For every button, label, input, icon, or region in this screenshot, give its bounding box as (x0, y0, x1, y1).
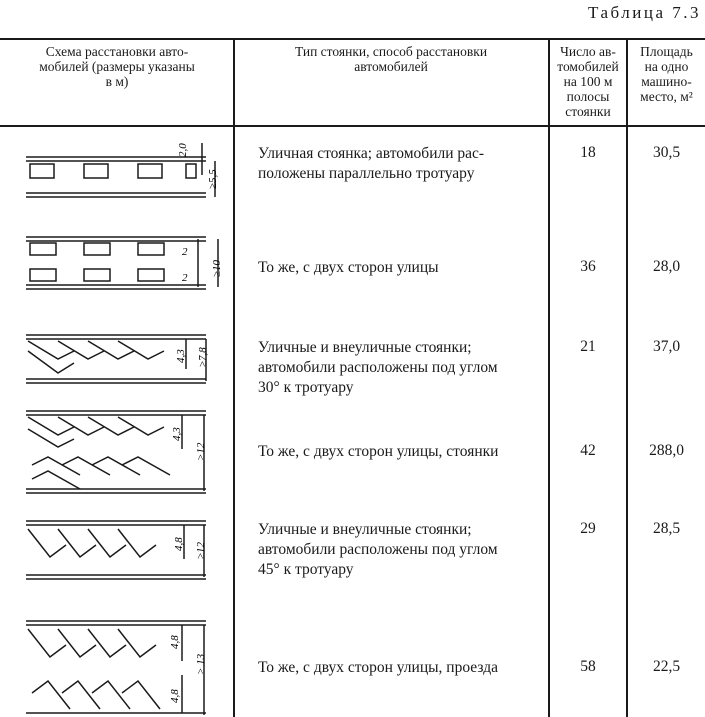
header-area: Площадь на одно машино- место, м² (640, 44, 693, 104)
column-divider (626, 38, 628, 717)
svg-text:> 13: > 13 (195, 653, 207, 675)
scheme-parallel-two-sides (18, 225, 232, 305)
scheme-angle-30-two-sides (18, 405, 232, 500)
scheme-parallel-one-side (18, 135, 232, 205)
svg-text:≥5,5: ≥5,5 (207, 169, 219, 189)
table-row-count: 18 (580, 144, 596, 161)
table-row-count: 58 (580, 658, 596, 675)
column-divider (233, 38, 235, 717)
scheme-angle-30-one-side (18, 325, 232, 395)
table-row-area: 28,5 (652, 520, 681, 537)
table-row-area: 28,0 (652, 258, 681, 275)
table-row-type: Уличные и внеуличные стоянки; автомобили расположены под углом 30° к тротуару (258, 339, 498, 396)
svg-text:2: 2 (182, 246, 188, 258)
header-type: Тип стоянки, способ расстановки автомобилей (294, 44, 488, 74)
header-scheme: Схема расстановки авто- мобилей (размеры указаны в м) (39, 44, 195, 89)
table-row-area: 22,5 (652, 658, 681, 675)
table-row-area: 37,0 (652, 338, 681, 355)
svg-text:>12: >12 (195, 442, 207, 461)
table-top-rule (0, 38, 705, 40)
svg-text:≥7,8: ≥7,8 (197, 347, 209, 367)
table-row-type: Уличная стоянка; автомобили рас- положены параллельно тротуару (258, 145, 485, 182)
table-row-count: 42 (580, 442, 596, 459)
svg-text:2: 2 (182, 272, 188, 284)
table-row-type: Уличные и внеуличные стоянки; автомобили расположены под углом 45° к тротуару (258, 521, 498, 578)
svg-text:4,8: 4,8 (169, 635, 181, 649)
table-row-type: То же, с двух сторон улицы, проезда (258, 659, 498, 676)
svg-text:4,3: 4,3 (171, 427, 183, 441)
table-row-count: 21 (580, 338, 596, 355)
table-row-area: 30,5 (652, 144, 681, 161)
svg-text:4,8: 4,8 (173, 537, 185, 551)
svg-text:≥12: ≥12 (195, 541, 207, 559)
svg-text:≥10: ≥10 (211, 259, 223, 277)
header-count: Число ав- томобилей на 100 м полосы стоянки (557, 44, 619, 119)
column-divider (548, 38, 550, 717)
table-row-area: 288,0 (649, 442, 684, 459)
table-row-type: То же, с двух сторон улицы (258, 259, 439, 276)
table-row-count: 36 (580, 258, 596, 275)
scheme-angle-45-two-sides (18, 615, 232, 717)
svg-text:4,3: 4,3 (175, 349, 187, 363)
table-row-type: То же, с двух сторон улицы, стоянки (258, 443, 499, 460)
scheme-angle-45-one-side (18, 515, 232, 590)
svg-text:4,8: 4,8 (169, 689, 181, 703)
svg-text:2,0: 2,0 (177, 143, 189, 157)
page-title: Таблица 7.3 (588, 3, 701, 22)
header-bottom-rule (0, 125, 705, 127)
table-row-count: 29 (580, 520, 596, 537)
